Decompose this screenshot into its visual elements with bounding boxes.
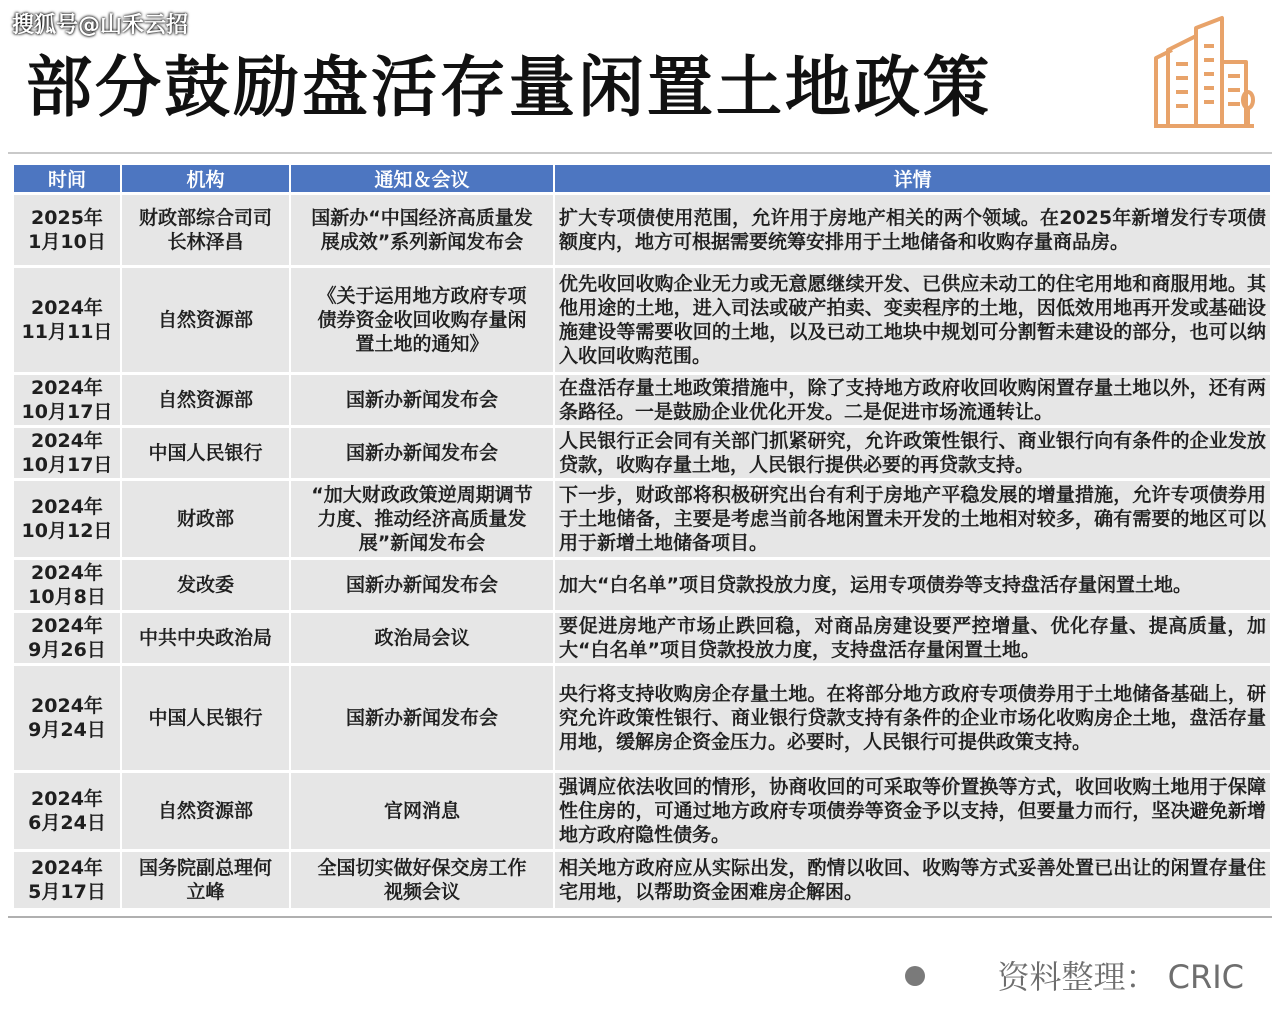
- row-notice: 政治局会议: [291, 613, 553, 663]
- row-org: 自然资源部: [122, 268, 289, 372]
- row-notice: 国新办新闻发布会: [291, 666, 553, 770]
- page-title: 部分鼓励盘活存量闲置土地政策: [26, 49, 992, 126]
- row-detail: 央行将支持收购房企存量土地。在将部分地方政府专项债券用于土地储备基础上，研究允许政策性银行、商业银行贷款支持有条件的企业市场化收购房企土地，盘活存量用地，缓解房企资金压力。必要时，人民银行可提供政策支持。: [555, 666, 1270, 770]
- row-notice: 《关于运用地方政府专项 债券资金收回收购存量闲 置土地的通知》: [291, 268, 553, 372]
- row-org: 中国人民银行: [122, 428, 289, 478]
- header-date: 时间: [14, 165, 120, 192]
- table-row: [14, 375, 1270, 425]
- table-row: [14, 613, 1270, 663]
- row-date: 2024年 9月24日: [14, 666, 120, 770]
- row-notice: 国新办“中国经济高质量发 展成效”系列新闻发布会: [291, 195, 553, 265]
- table-row: [14, 428, 1270, 478]
- table-row: [14, 560, 1270, 610]
- row-notice: 国新办新闻发布会: [291, 375, 553, 425]
- table-row: [14, 268, 1270, 372]
- row-org: 自然资源部: [122, 773, 289, 849]
- policy-table: [12, 162, 1272, 911]
- row-detail: 优先收回收购企业无力或无意愿继续开发、已供应未动工的住宅用地和商服用地。其他用途的土地，进入司法或破产拍卖、变卖程序的土地，因低效用地再开发或基础设施建设等需要收回的土地，以及已动工地块中规划可分割暂未建设的部分，也可以纳入收回收购范围。: [555, 268, 1270, 372]
- row-notice: 全国切实做好保交房工作 视频会议: [291, 852, 553, 908]
- building-icon: [1150, 14, 1258, 130]
- row-detail: 加大“白名单”项目贷款投放力度，运用专项债券等支持盘活存量闲置土地。: [555, 560, 1270, 610]
- row-org: 中国人民银行: [122, 666, 289, 770]
- table-row: [14, 481, 1270, 557]
- source-tag: 搜狐号@山禾云招: [12, 13, 189, 38]
- row-detail: 要促进房地产市场止跌回稳，对商品房建设要严控增量、优化存量、提高质量，加大“白名单”项目贷款投放力度，支持盘活存量闲置土地。: [555, 613, 1270, 663]
- table-row: [14, 195, 1270, 265]
- header-notice: 通知＆会议: [291, 165, 553, 192]
- row-date: 2024年 9月26日: [14, 613, 120, 663]
- table-row: [14, 852, 1270, 908]
- table-row: [14, 773, 1270, 849]
- table-header-row: [14, 165, 1270, 192]
- row-date: 2024年 10月8日: [14, 560, 120, 610]
- table-row: [14, 666, 1270, 770]
- row-date: 2024年 11月11日: [14, 268, 120, 372]
- source-credit: 资料整理： CRIC: [997, 958, 1244, 996]
- row-org: 财政部综合司司 长林泽昌: [122, 195, 289, 265]
- row-date: 2024年 5月17日: [14, 852, 120, 908]
- row-org: 中共中央政治局: [122, 613, 289, 663]
- row-notice: 国新办新闻发布会: [291, 560, 553, 610]
- row-detail: 在盘活存量土地政策措施中，除了支持地方政府收回收购闲置存量土地以外，还有两条路径。一是鼓励企业优化开发。二是促进市场流通转让。: [555, 375, 1270, 425]
- row-detail: 相关地方政府应从实际出发，酌情以收回、收购等方式妥善处置已出让的闲置存量住宅用地，以帮助资金困难房企解困。: [555, 852, 1270, 908]
- row-date: 2024年 10月12日: [14, 481, 120, 557]
- bottom-divider: [8, 916, 1272, 918]
- row-notice: “加大财政政策逆周期调节 力度、推动经济高质量发 展”新闻发布会: [291, 481, 553, 557]
- row-org: 财政部: [122, 481, 289, 557]
- row-detail: 强调应依法收回的情形，协商收回的可采取等价置换等方式，收回收购土地用于保障性住房的，可通过地方政府专项债券等资金予以支持，但要量力而行，坚决避免新增地方政府隐性债务。: [555, 773, 1270, 849]
- row-date: 2024年 10月17日: [14, 375, 120, 425]
- row-org: 国务院副总理何 立峰: [122, 852, 289, 908]
- row-org: 发改委: [122, 560, 289, 610]
- row-detail: 下一步，财政部将积极研究出台有利于房地产平稳发展的增量措施，允许专项债券用于土地储备，主要是考虑当前各地闲置未开发的土地相对较多，确有需要的地区可以用于新增土地储备项目。: [555, 481, 1270, 557]
- row-detail: 扩大专项债使用范围，允许用于房地产相关的两个领域。在2025年新增发行专项债额度内，地方可根据需要统筹安排用于土地储备和收购存量商品房。: [555, 195, 1270, 265]
- row-date: 2025年 1月10日: [14, 195, 120, 265]
- row-detail: 人民银行正会同有关部门抓紧研究，允许政策性银行、商业银行向有条件的企业发放贷款，收购存量土地，人民银行提供必要的再贷款支持。: [555, 428, 1270, 478]
- header-detail: 详情: [555, 165, 1270, 192]
- row-notice: 官网消息: [291, 773, 553, 849]
- row-notice: 国新办新闻发布会: [291, 428, 553, 478]
- row-date: 2024年 10月17日: [14, 428, 120, 478]
- header-org: 机构: [122, 165, 289, 192]
- row-date: 2024年 6月24日: [14, 773, 120, 849]
- bullet-dot-icon: [905, 966, 925, 986]
- row-org: 自然资源部: [122, 375, 289, 425]
- top-divider: [8, 152, 1272, 154]
